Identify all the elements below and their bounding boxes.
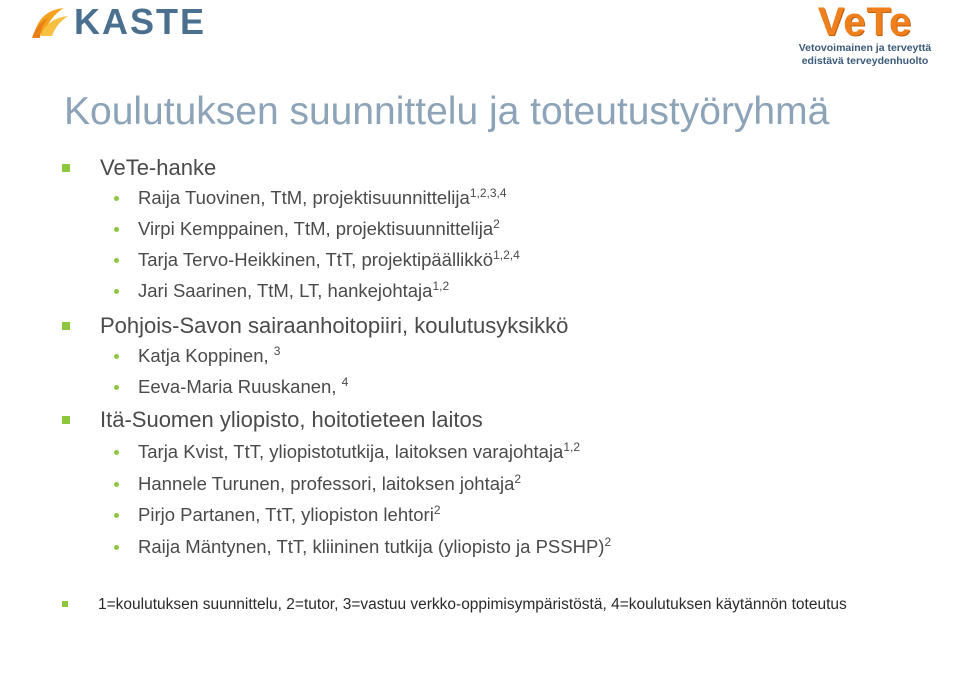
- dot-bullet-icon: [114, 289, 119, 294]
- group-heading: Itä-Suomen yliopisto, hoitotieteen laitos: [100, 407, 483, 432]
- list-item: Tarja Tervo-Heikkinen, TtT, projektipäällikkö$^{1,2,4}$: [138, 248, 520, 270]
- vete-tagline-2: edistävä terveydenhuolto: [801, 55, 929, 67]
- dot-bullet-icon: [114, 196, 119, 201]
- group-heading: VeTe-hanke: [100, 155, 217, 180]
- vete-tagline-1: Vetovoimainen ja terveyttä: [798, 42, 932, 54]
- dot-bullet-icon: [114, 258, 119, 263]
- dot-bullet-icon: [114, 545, 119, 550]
- group-heading: Pohjois-Savon sairaanhoitopiiri, koulutusyksikkö: [100, 313, 569, 338]
- dot-bullet-icon: [114, 482, 119, 487]
- dot-bullet-icon: [114, 385, 119, 390]
- list-item: Eeva-Maria Ruuskanen, $^4$: [138, 375, 349, 397]
- vete-logo-text: VeTe: [817, 0, 913, 44]
- page-title: Koulutuksen suunnittelu ja toteutustyöryhmä: [64, 90, 830, 133]
- square-bullet-icon: [62, 601, 68, 607]
- list-item: Raija Mäntynen, TtT, kliininen tutkija (yliopisto ja PSSHP)$^2$: [138, 535, 612, 557]
- list-item: Tarja Kvist, TtT, yliopistotutkija, laitoksen varajohtaja$^{1,2}$: [138, 440, 581, 462]
- list-item: Hannele Turunen, professori, laitoksen johtaja$^2$: [138, 472, 522, 494]
- dot-bullet-icon: [114, 354, 119, 359]
- square-bullet-icon: [62, 322, 70, 330]
- square-bullet-icon: [62, 164, 70, 172]
- dot-bullet-icon: [114, 227, 119, 232]
- kaste-logo-text: KASTE: [74, 1, 207, 42]
- list-item: Katja Koppinen, $^3$: [138, 344, 281, 366]
- dot-bullet-icon: [114, 450, 119, 455]
- dot-bullet-icon: [114, 513, 119, 518]
- square-bullet-icon: [62, 416, 70, 424]
- list-item: Virpi Kemppainen, TtM, projektisuunnittelija$^2$: [138, 217, 500, 239]
- list-item: Pirjo Partanen, TtT, yliopiston lehtori$^2$: [138, 503, 441, 525]
- list-item: Raija Tuovinen, TtM, projektisuunnittelija$^{1,2,3,4}$: [138, 186, 507, 208]
- list-item: Jari Saarinen, TtM, LT, hankejohtaja$^{1,2}$: [138, 279, 450, 301]
- footnote: 1=koulutuksen suunnittelu, 2=tutor, 3=vastuu verkko-oppimisympäristöstä, 4=koulutuksen käytännön toteutus: [98, 596, 847, 613]
